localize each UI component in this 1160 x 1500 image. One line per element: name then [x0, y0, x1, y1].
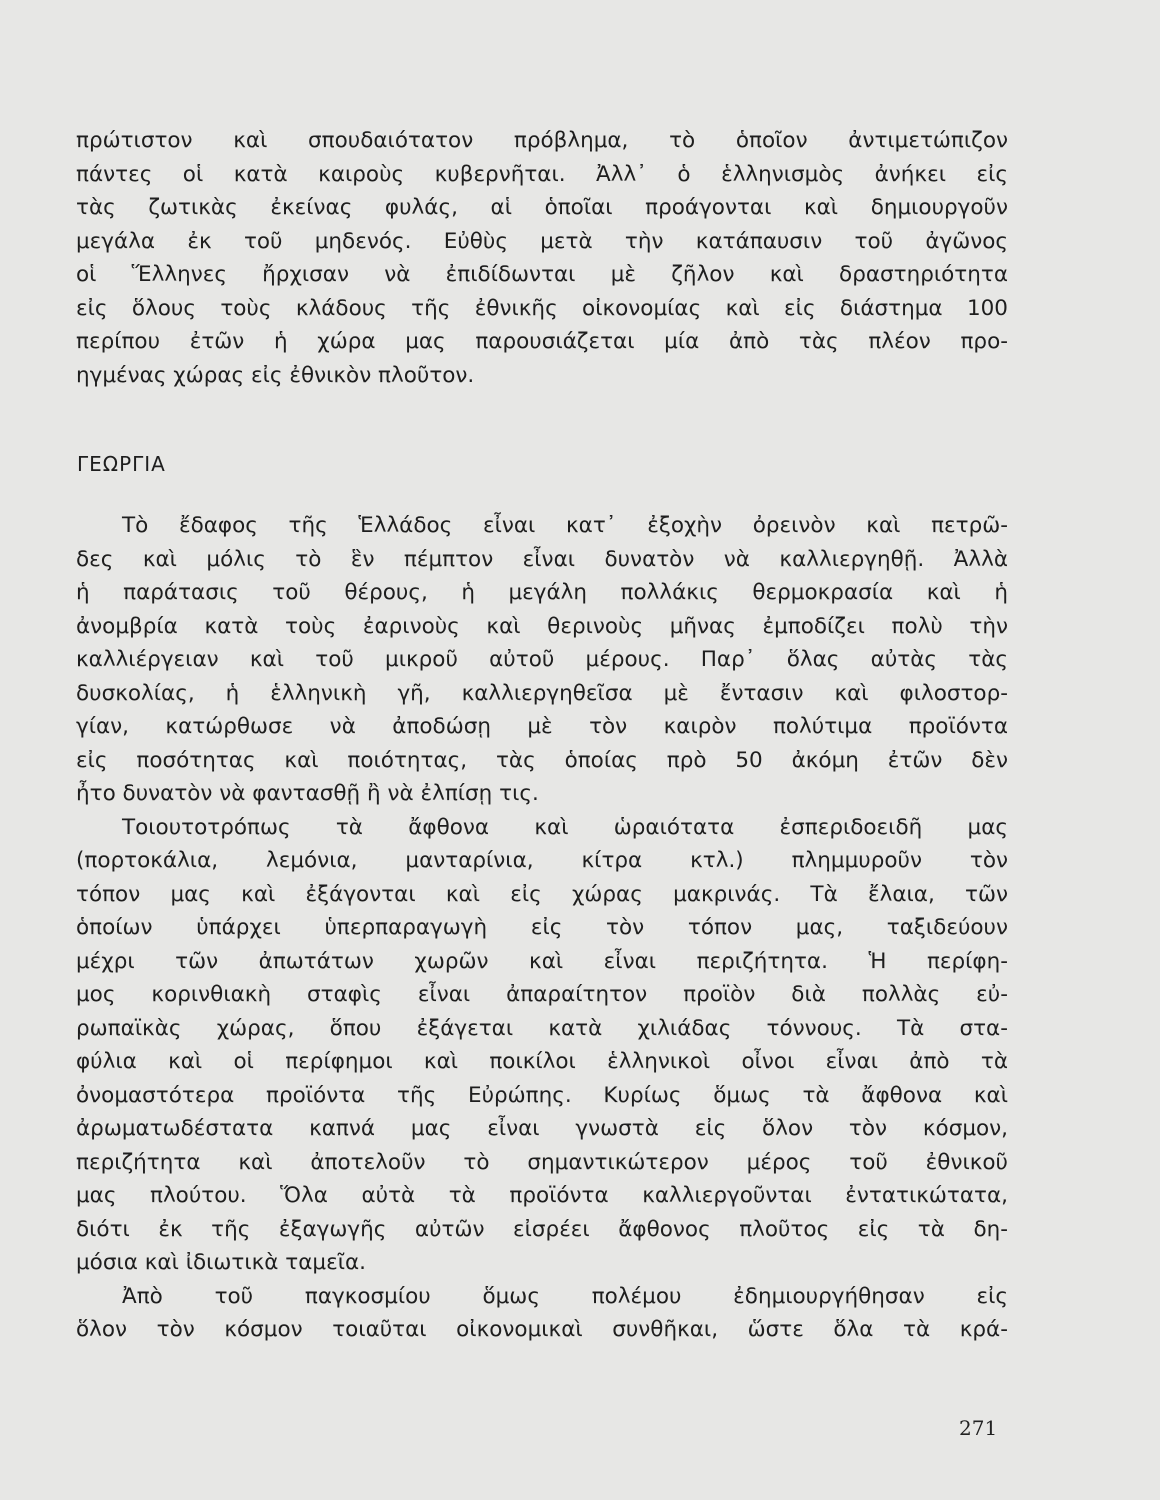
text-line: περιζήτητα καὶ ἀποτελοῦν τὸ σημαντικώτερον μέρος τοῦ ἐθνικοῦ [76, 1149, 1008, 1175]
text-line: ρωπαϊκὰς χώρας, ὅπου ἐξάγεται κατὰ χιλιάδας τόννους. Τὰ στα- [76, 1015, 1008, 1041]
text-line: μεγάλα ἐκ τοῦ μηδενός. Εὐθὺς μετὰ τὴν κατάπαυσιν τοῦ ἀγῶνος [76, 228, 1008, 254]
text-line: ἀνομβρία κατὰ τοὺς ἐαρινοὺς καὶ θερινοὺς μῆνας ἐμποδίζει πολὺ τὴν [76, 613, 1008, 639]
page-number: 271 [959, 1416, 998, 1440]
text-line: μος κορινθιακὴ σταφὶς εἶναι ἀπαραίτητον προϊὸν διὰ πολλὰς εὐ- [76, 982, 1008, 1007]
text-line: ἡ παράτασις τοῦ θέρους, ἡ μεγάλη πολλάκις θερμοκρασία καὶ ἡ [76, 580, 1008, 605]
intro-paragraph [76, 124, 1008, 392]
text-line: Ἀπὸ τοῦ παγκοσμίου ὅμως πολέμου ἐδημιουργήθησαν εἰς [122, 1283, 1008, 1309]
text-line: διότι ἐκ τῆς ἐξαγωγῆς αὐτῶν εἰσρέει ἄφθονος πλοῦτος εἰς τὰ δη- [76, 1216, 1008, 1242]
text-line: εἰς ποσότητας καὶ ποιότητας, τὰς ὁποίας πρὸ 50 ἀκόμη ἐτῶν δὲν [76, 747, 1008, 773]
text-line: (πορτοκάλια, λεμόνια, μανταρίνια, κίτρα κτλ.) πλημμυροῦν τὸν [76, 848, 1008, 873]
text-line: καλλιέργειαν καὶ τοῦ μικροῦ αὐτοῦ μέρους. Παρ᾽ ὅλας αὐτὰς τὰς [76, 647, 1008, 672]
text-line: γίαν, κατώρθωσε νὰ ἀποδώσῃ μὲ τὸν καιρὸν πολύτιμα προϊόντα [76, 714, 1008, 739]
text-line: δες καὶ μόλις τὸ ἓν πέμπτον εἶναι δυνατὸν νὰ καλλιεργηθῇ. Ἀλλὰ [76, 546, 1008, 572]
text-line: Τοιουτοτρόπως τὰ ἄφθονα καὶ ὡραιότατα ἐσπεριδοειδῆ μας [122, 814, 1008, 840]
text-line: εἰς ὅλους τοὺς κλάδους τῆς ἐθνικῆς οἰκονομίας καὶ εἰς διάστημα 100 [76, 295, 1008, 321]
text-line: ὁποίων ὑπάρχει ὑπερπαραγωγὴ εἰς τὸν τόπον μας, ταξιδεύουν [76, 915, 1008, 940]
text-line: ηγμένας χώρας εἰς ἐθνικὸν πλοῦτον. [76, 362, 475, 388]
text-line: μόσια καὶ ἰδιωτικὰ ταμεῖα. [76, 1250, 366, 1275]
text-line: ἦτο δυνατὸν νὰ φαντασθῇ ἢ νὰ ἐλπίσῃ τις. [76, 781, 539, 806]
georgia-section [76, 509, 1008, 1347]
text-line: μας πλούτου. Ὅλα αὐτὰ τὰ προϊόντα καλλιεργοῦνται ἐντατικώτατα, [76, 1183, 1008, 1208]
text-line: ὅλον τὸν κόσμον τοιαῦται οἰκονομικαὶ συνθῆκαι, ὥστε ὅλα τὰ κρά- [76, 1317, 1008, 1342]
text-line: τὰς ζωτικὰς ἐκείνας φυλάς, αἱ ὁποῖαι προάγονται καὶ δημιουργοῦν [76, 195, 1008, 220]
text-line: περίπου ἐτῶν ἡ χώρα μας παρουσιάζεται μία ἀπὸ τὰς πλέον προ- [76, 329, 1008, 354]
text-line: πρώτιστον καὶ σπουδαιότατον πρόβλημα, τὸ ὁποῖον ἀντιμετώπιζον [76, 128, 1008, 153]
text-line: τόπον μας καὶ ἐξάγονται καὶ εἰς χώρας μακρινάς. Τὰ ἔλαια, τῶν [76, 881, 1008, 907]
text-line: πάντες οἱ κατὰ καιροὺς κυβερνῆται. Ἀλλ᾽ ὁ ἑλληνισμὸς ἀνήκει εἰς [76, 161, 1008, 187]
text-line: δυσκολίας, ἡ ἑλληνικὴ γῆ, καλλιεργηθεῖσα μὲ ἔντασιν καὶ φιλοστορ- [76, 680, 1008, 706]
text-line: ἀρωματωδέστατα καπνά μας εἶναι γνωστὰ εἰς ὅλον τὸν κόσμον, [76, 1116, 1008, 1141]
text-line: οἱ Ἕλληνες ἤρχισαν νὰ ἐπιδίδωνται μὲ ζῆλον καὶ δραστηριότητα [76, 262, 1008, 287]
text-line: φύλια καὶ οἱ περίφημοι καὶ ποικίλοι ἑλληνικοὶ οἶνοι εἶναι ἀπὸ τὰ [76, 1049, 1008, 1074]
text-line: ὀνομαστότερα προϊόντα τῆς Εὐρώπης. Κυρίως ὅμως τὰ ἄφθονα καὶ [76, 1082, 1008, 1108]
text-line: μέχρι τῶν ἀπωτάτων χωρῶν καὶ εἶναι περιζήτητα. Ἡ περίφη- [76, 948, 1008, 974]
section-heading: ΓΕΩΡΓΙΑ [77, 452, 166, 476]
text-line: Τὸ ἔδαφος τῆς Ἑλλάδος εἶναι κατ᾽ ἐξοχὴν ὀρεινὸν καὶ πετρῶ- [122, 513, 1008, 538]
